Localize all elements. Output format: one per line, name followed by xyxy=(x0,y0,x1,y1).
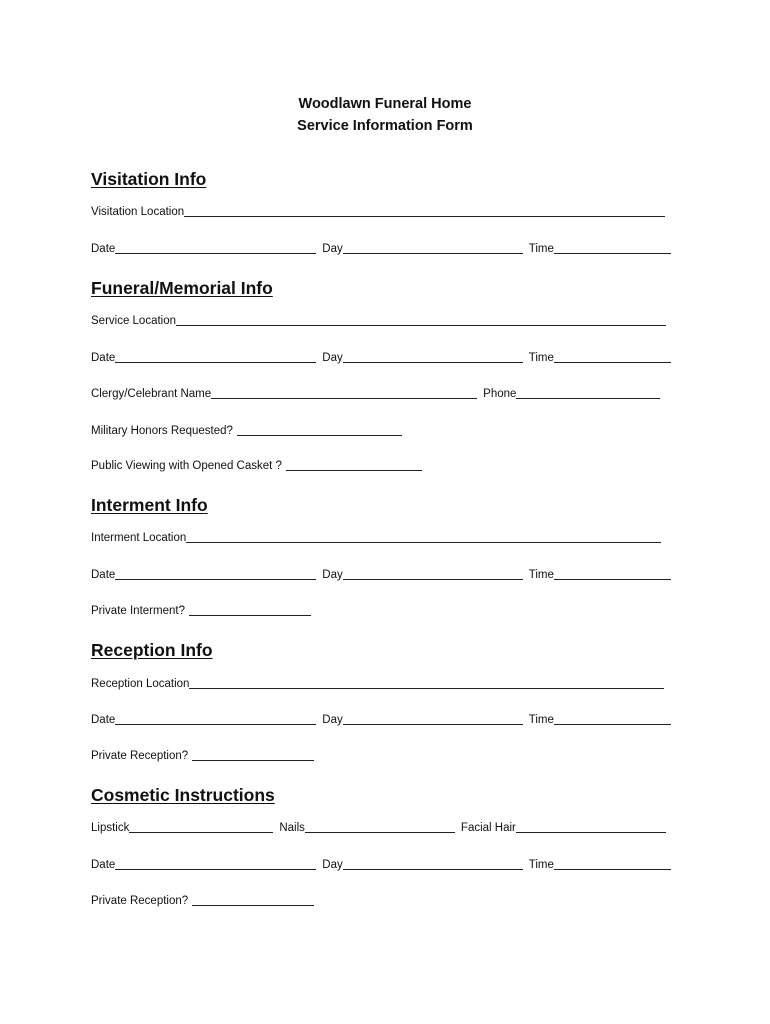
cosmetic-time-field[interactable] xyxy=(554,858,671,870)
cosmetic-date-label: Date xyxy=(91,859,116,871)
reception-location-field[interactable] xyxy=(189,677,664,689)
interment-date-label: Date xyxy=(91,569,116,581)
funeral-home-name: Woodlawn Funeral Home xyxy=(298,96,472,112)
interment-location-label: Interment Location xyxy=(91,532,187,544)
visitation-location-row xyxy=(91,203,665,218)
lipstick-label: Lipstick xyxy=(91,822,130,834)
funeral-date-field[interactable] xyxy=(115,351,316,363)
cosmetic-private-row xyxy=(91,892,314,907)
interment-date-row xyxy=(91,566,671,581)
reception-location-label: Reception Location xyxy=(91,678,190,690)
funeral-date-row xyxy=(91,349,671,364)
military-row xyxy=(91,422,402,437)
reception-heading: Reception Info xyxy=(91,640,213,660)
interment-location-row xyxy=(91,529,661,544)
phone-field[interactable] xyxy=(516,387,660,399)
viewing-field[interactable] xyxy=(286,459,422,471)
funeral-day-field[interactable] xyxy=(343,351,523,363)
interment-time-field[interactable] xyxy=(554,568,671,580)
nails-field[interactable] xyxy=(305,821,455,833)
interment-date-field[interactable] xyxy=(115,568,316,580)
reception-date-field[interactable] xyxy=(115,713,316,725)
reception-location-row xyxy=(91,675,664,690)
interment-time-label: Time xyxy=(528,569,554,581)
funeral-time-label: Time xyxy=(528,352,554,364)
reception-day-field[interactable] xyxy=(343,713,523,725)
funeral-day-label: Day xyxy=(322,352,343,364)
reception-day-label: Day xyxy=(322,714,343,726)
reception-time-label: Time xyxy=(528,714,554,726)
funeral-time-field[interactable] xyxy=(554,351,671,363)
visitation-time-field[interactable] xyxy=(554,242,671,254)
funeral-heading: Funeral/Memorial Info xyxy=(91,278,273,298)
clergy-row xyxy=(91,385,660,400)
reception-time-field[interactable] xyxy=(554,713,671,725)
cosmetic-day-field[interactable] xyxy=(343,858,523,870)
private-reception-row xyxy=(91,747,314,762)
cosmetic-private-label: Private Reception? xyxy=(91,895,189,907)
phone-label: Phone xyxy=(483,388,517,400)
nails-label: Nails xyxy=(279,822,305,834)
private-interment-label: Private Interment? xyxy=(91,605,185,617)
interment-day-label: Day xyxy=(322,569,343,581)
cosmetic-private-field[interactable] xyxy=(192,894,314,906)
reception-date-row xyxy=(91,711,671,726)
private-interment-row xyxy=(91,602,311,617)
interment-day-field[interactable] xyxy=(343,568,523,580)
military-field[interactable] xyxy=(237,424,402,436)
cosmetic-row xyxy=(91,819,666,834)
reception-date-label: Date xyxy=(91,714,116,726)
facial-hair-field[interactable] xyxy=(516,821,666,833)
clergy-label: Clergy/Celebrant Name xyxy=(91,388,212,400)
cosmetic-date-field[interactable] xyxy=(115,858,316,870)
cosmetic-time-label: Time xyxy=(528,859,554,871)
cosmetic-heading: Cosmetic Instructions xyxy=(91,785,275,805)
visitation-date-row xyxy=(91,240,671,255)
service-location-label: Service Location xyxy=(91,315,177,327)
funeral-date-label: Date xyxy=(91,352,116,364)
lipstick-field[interactable] xyxy=(129,821,273,833)
clergy-field[interactable] xyxy=(211,387,477,399)
interment-location-field[interactable] xyxy=(186,531,661,543)
visitation-date-label: Date xyxy=(91,243,116,255)
visitation-location-field[interactable] xyxy=(184,205,665,217)
private-reception-label: Private Reception? xyxy=(91,750,189,762)
military-label: Military Honors Requested? xyxy=(91,425,233,437)
visitation-day-field[interactable] xyxy=(343,242,523,254)
cosmetic-date-row xyxy=(91,856,671,871)
private-interment-field[interactable] xyxy=(189,604,311,616)
viewing-label: Public Viewing with Opened Casket ? xyxy=(91,460,282,472)
form-title: Service Information Form xyxy=(297,118,473,134)
service-location-field[interactable] xyxy=(176,314,666,326)
visitation-location-label: Visitation Location xyxy=(91,206,185,218)
cosmetic-day-label: Day xyxy=(322,859,343,871)
facial-hair-label: Facial Hair xyxy=(460,822,516,834)
visitation-time-label: Time xyxy=(528,243,554,255)
visitation-heading: Visitation Info xyxy=(91,169,207,189)
viewing-row xyxy=(91,457,422,472)
interment-heading: Interment Info xyxy=(91,495,208,515)
visitation-day-label: Day xyxy=(322,243,343,255)
visitation-date-field[interactable] xyxy=(115,242,316,254)
private-reception-field[interactable] xyxy=(192,749,314,761)
service-location-row xyxy=(91,312,666,327)
